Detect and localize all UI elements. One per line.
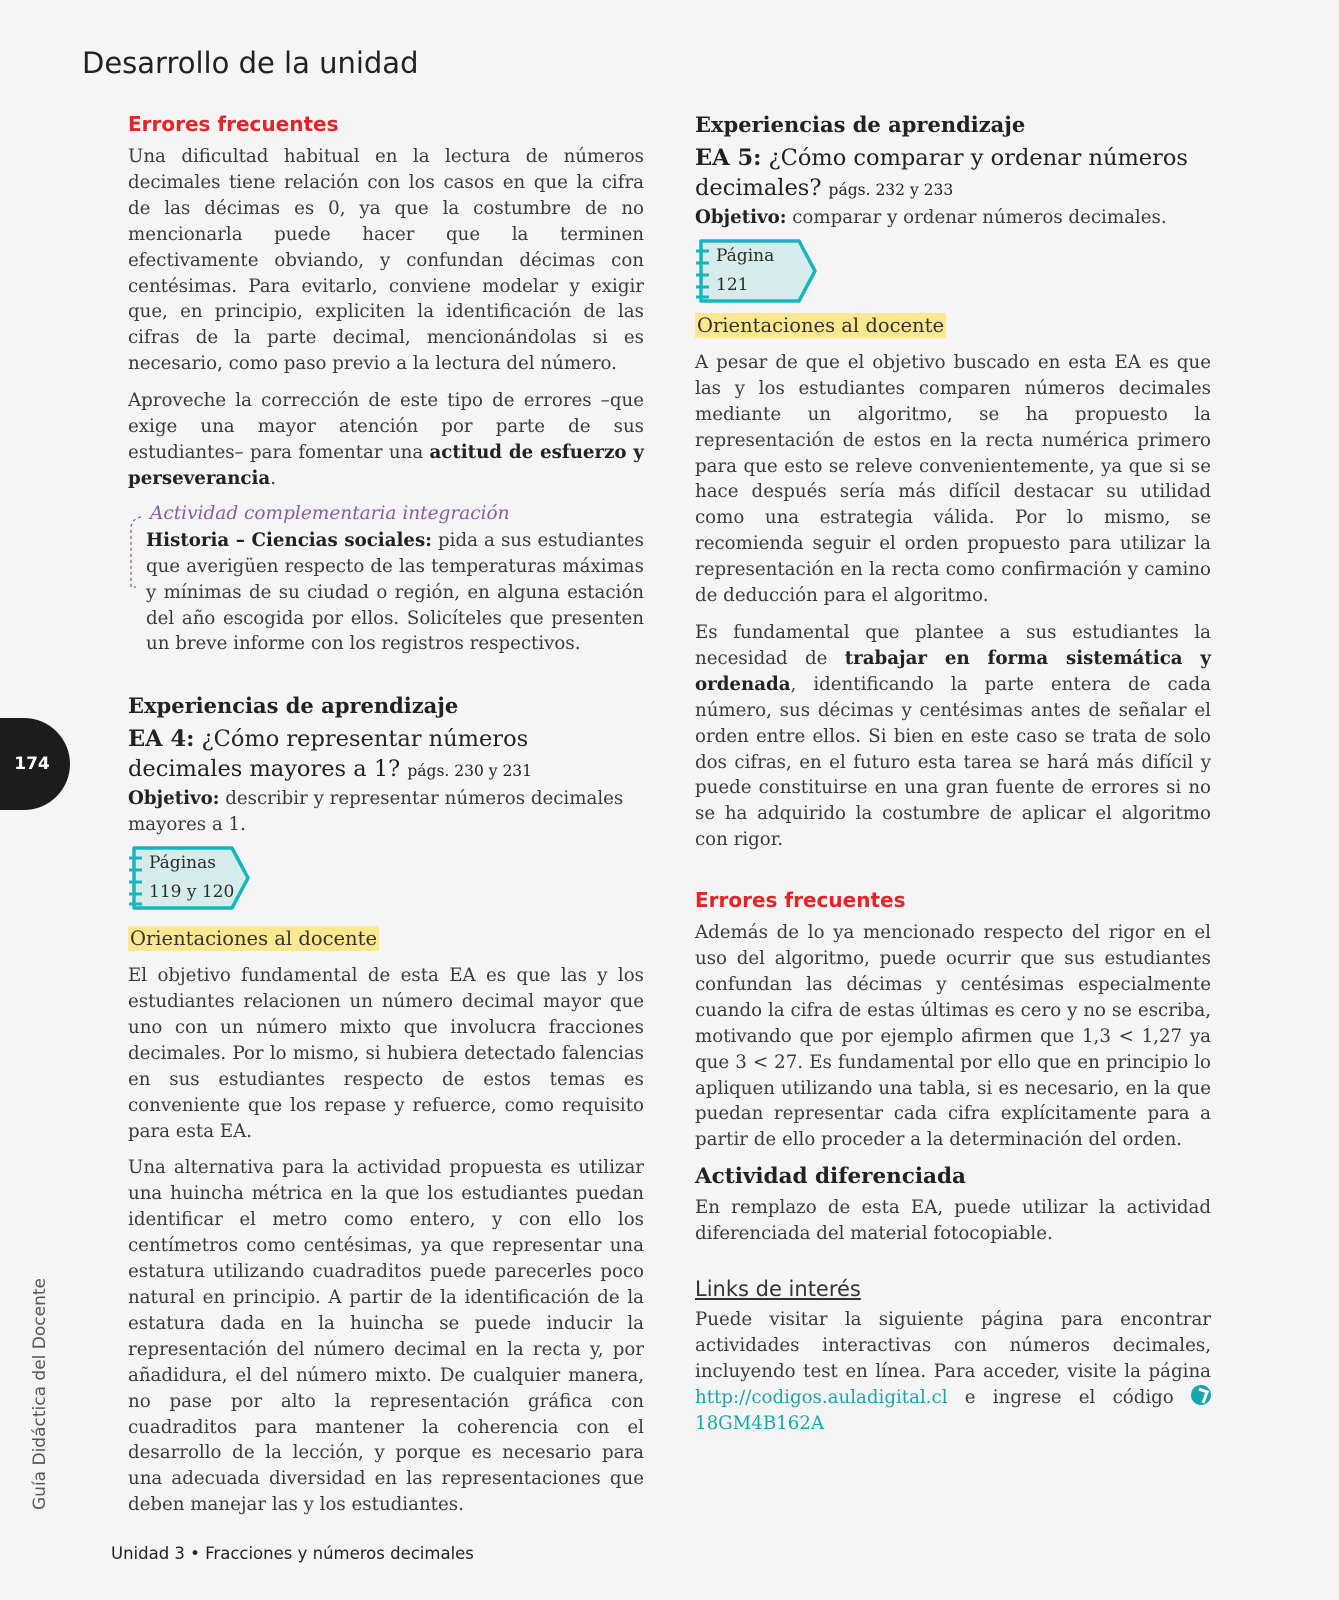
- access-code: 18GM4B162A: [695, 1412, 825, 1434]
- links-paragraph: [695, 1307, 1211, 1437]
- actividad-complementaria-title: Actividad complementaria integración: [150, 502, 510, 524]
- orientaciones-heading: Orientaciones al docente: [697, 313, 944, 337]
- page-number: 174: [14, 754, 50, 774]
- tag-line-1: Página: [716, 245, 775, 266]
- orientaciones-heading: Orientaciones al docente: [130, 927, 377, 951]
- tag-line-2: 121: [716, 274, 749, 295]
- page-reference-tag: [695, 239, 819, 303]
- links-heading: Links de interés: [695, 1277, 861, 1302]
- left-column: [128, 112, 644, 1529]
- dashed-bracket-icon: [128, 515, 142, 589]
- ea-title-text: ¿Cómo representar números decimales mayores a 1?: [128, 726, 529, 783]
- objetivo-label: Objetivo:: [695, 207, 787, 228]
- orientaciones-paragraph-2: Una alternativa para la actividad propuesta es utilizar una huincha métrica en la que los estudiantes puedan identificar el metro como entero, y con ello los centímetros como centésimas, ya que representar una estatura utilizando cuadraditos puede parecerles poco natural en principio. A partir de la identificación de la estatura dada en la huincha se puede inducir la representación del número decimal en la recta y, por añadidura, el del número mixto. De cualquier manera, no pase por alto la representación gráfica con cuadraditos para mantener la coherencia con el desarrollo de la lección, y porque es necesario para una adecuada diversidad en las representaciones que deben manejar las y los estudiantes.: [128, 1157, 644, 1516]
- objetivo: [128, 786, 644, 838]
- actividad-complementaria: [128, 503, 644, 658]
- text-span: , identificando la parte entera de cada número, sus décimas y centésimas antes de señalar el orden entre ellos. Si bien en este caso se trata de solo dos cifras, en el futuro esta tarea se hará más difícil y puede constituirse en una gran fuente de errores si no se ha adquirido la costumbre de aplicar el algoritmo con rigor.: [695, 673, 1211, 851]
- footer: Unidad 3 • Fracciones y números decimales: [111, 1544, 474, 1563]
- bold-text: Historia – Ciencias sociales:: [146, 529, 432, 551]
- auladigital-link[interactable]: http://codigos.auladigital.cl: [695, 1386, 948, 1408]
- text-span: Aproveche la corrección de este tipo de errores –que exige una mayor atención por parte de sus estudiantes– para fomentar una: [128, 390, 644, 463]
- errores-paragraph-1: Una dificultad habitual en la lectura de números decimales tiene relación con los casos en que la cifra de las décimas es 0, ya que la costumbre de no mencionarla puede hacer que la terminen efectivamente obviando, y confundan décimas con centésimas. Para evitarlo, conviene modelar y exigir que, en principio, expliciten la identificación de las cifras de la parte decimal, mencionándolas si es necesario, como paso previo a la lectura del número.: [128, 146, 644, 375]
- errores-paragraph-2: [128, 388, 644, 492]
- page-reference-tag: [128, 846, 252, 910]
- errores-frecuentes-heading: Errores frecuentes: [695, 888, 906, 913]
- orientaciones-paragraph-1: A pesar de que el objetivo buscado en esta EA es que las y los estudiantes comparen números decimales mediante un algoritmo, se ha propuesto la representación de estos en la recta numérica primero para que esto se releve convenientemente, ya que si se hace después sería más difícil destacar su utilidad como una estrategia válida. Por lo mismo, se recomienda seguir el orden propuesto para utilizar la representación en la recta como confirmación y camino de deducción para el algoritmo.: [695, 351, 1211, 607]
- actividad-diferenciada-text: En remplazo de esta EA, puede utilizar la actividad diferenciada del material fotocopiable.: [695, 1197, 1211, 1245]
- objetivo-label: Objetivo:: [128, 788, 220, 810]
- objetivo: [695, 205, 1211, 231]
- errores-paragraph: Además de lo ya mencionado respecto del rigor en el uso del algoritmo, puede ocurrir que sus estudiantes confundan las décimas y centésimas especialmente cuando la cifra de estas últimas es cero y no se escriba, motivando que por ejemplo afirmen que 1,3 < 1,27 ya que 3 < 27. Es fundamental por ello que en principio lo apliquen utilizando una tabla, si es necesario, en la que puedan representar cada cifra explícitamente para a partir de ello proceder a la determinación del orden.: [695, 922, 1211, 1151]
- errores-frecuentes-heading: Errores frecuentes: [128, 112, 339, 136]
- experiencias-heading: Experiencias de aprendizaje: [695, 112, 1026, 137]
- actividad-complementaria-text: [146, 528, 644, 658]
- ea-pages: págs. 230 y 231: [407, 762, 533, 781]
- tag-line-2: 119 y 120: [149, 882, 235, 903]
- right-column: [695, 112, 1211, 1448]
- ea-code: EA 5:: [695, 145, 762, 171]
- text-span: pida a sus estudiantes que averigüen respecto de las temperaturas máximas y mínimas de su ciudad o región, en alguna estación del año escogida por ellos. Solicíteles que presenten un breve informe con los registros respectivos.: [146, 529, 644, 655]
- orientaciones-paragraph-1: El objetivo fundamental de esta EA es que las y los estudiantes relacionen un número decimal mayor que uno con un número mixto que involucra fracciones decimales. Por lo mismo, si hubiera detectado falencias en sus estudiantes respecto de estos temas es conveniente que los repase y refuerce, como requisito para esta EA.: [128, 965, 644, 1142]
- ea-title-text: ¿Cómo comparar y ordenar números decimales?: [695, 145, 1188, 201]
- ea-pages: págs. 232 y 233: [828, 181, 954, 199]
- objetivo-text: describir y representar números decimales mayores a 1.: [128, 788, 624, 836]
- page-number-tab: [0, 718, 70, 810]
- ea-4-title: [128, 724, 644, 786]
- ea-code: EA 4:: [128, 726, 195, 753]
- tag-line-1: Páginas: [149, 853, 216, 874]
- text-span: Es fundamental que plantee a sus estudiantes la necesidad de: [695, 621, 1211, 669]
- objetivo-text: comparar y ordenar números decimales.: [786, 207, 1167, 228]
- text-span: Puede visitar la siguiente página para encontrar actividades interactivas con números decimales, incluyendo test en línea. Para acceder, visite la página: [695, 1309, 1211, 1382]
- text-span: e ingrese el código: [947, 1386, 1191, 1408]
- orientaciones-paragraph-2: [695, 620, 1211, 853]
- bold-text: actitud de esfuerzo y perseverancia: [128, 441, 644, 489]
- ea-5-title: [695, 143, 1211, 205]
- bold-text: trabajar en forma sistemática y ordenada: [695, 647, 1211, 695]
- page-title: Desarrollo de la unidad: [82, 46, 419, 80]
- rocket-icon: [1191, 1385, 1211, 1405]
- experiencias-heading: Experiencias de aprendizaje: [128, 693, 459, 719]
- text-span: .: [270, 467, 276, 489]
- side-label: Guía Didáctica del Docente: [30, 1278, 50, 1510]
- actividad-diferenciada-heading: Actividad diferenciada: [695, 1164, 966, 1190]
